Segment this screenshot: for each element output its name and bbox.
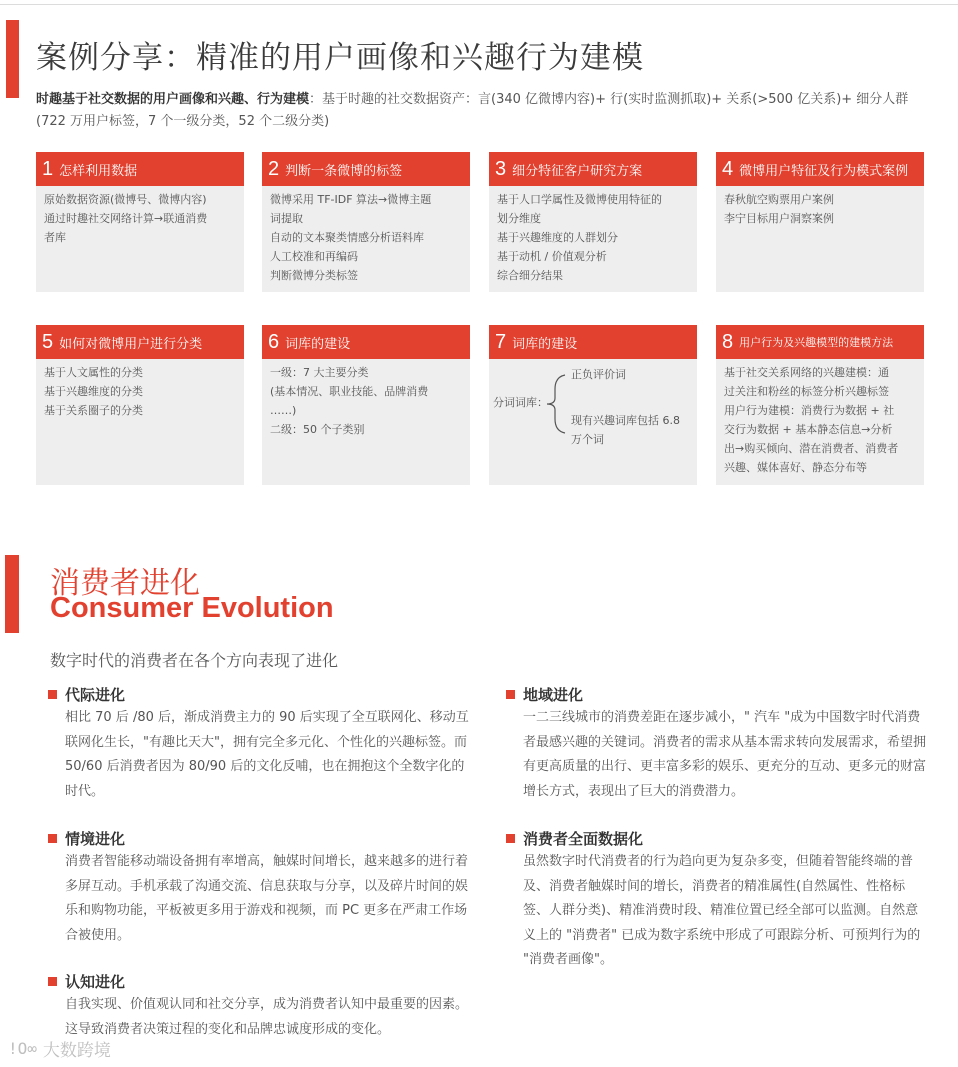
card-title: 怎样利用数据 xyxy=(59,163,138,179)
card-number: 2 xyxy=(268,157,280,180)
intro-paragraph xyxy=(36,89,916,133)
evolution-title: 情境进化 xyxy=(65,829,126,848)
card-header xyxy=(716,325,924,359)
card-number: 7 xyxy=(495,330,507,353)
square-bullet-icon xyxy=(48,690,57,699)
evolution-title: 地域进化 xyxy=(523,685,584,704)
evolution-title: 消费者全面数据化 xyxy=(523,829,644,848)
card-title: 词库的建设 xyxy=(512,336,578,352)
card-line: (基本情况、职业技能、品牌消费 xyxy=(270,385,429,398)
card-number: 4 xyxy=(722,157,734,180)
lexicon-label: 分词词库： xyxy=(493,396,548,409)
evolution-body: 消费者智能移动端设备拥有率增高，触媒时间增长，越来越多的进行着多屏互动。手机承载了沟通交流、信息获取与分享，以及碎片时间的娱乐和购物功能，平板被更多用于游戏和视频，而 PC 更多在严肃工作场合被使用。 xyxy=(65,854,469,943)
lexicon-diagram xyxy=(489,359,697,489)
evolution-heading xyxy=(48,682,472,706)
card-4 xyxy=(716,152,924,292)
card-line: 词提取 xyxy=(270,212,303,225)
card-body xyxy=(36,359,244,426)
card-line: 基于人口学属性及微博使用特征的 xyxy=(497,193,662,206)
card-title: 如何对微博用户进行分类 xyxy=(59,336,203,352)
card-line: ……) xyxy=(270,404,297,417)
card-line: 原始数据资源(微博号、微博内容) xyxy=(44,193,207,206)
intro-bold: 时趣基于社交数据的用户画像和兴趣、行为建模 xyxy=(36,92,310,107)
card-number: 5 xyxy=(42,330,54,353)
card-line: 判断微博分类标签 xyxy=(270,269,358,282)
card-header xyxy=(489,152,697,186)
card-body xyxy=(716,186,924,234)
watermark-text: 大数跨境 xyxy=(42,1041,111,1061)
card-line: 出→购买倾向、潜在消费者、消费者 xyxy=(724,442,899,455)
card-line: 划分维度 xyxy=(497,212,541,225)
card-line: 综合细分结果 xyxy=(497,269,563,282)
evolution-body: 相比 70 后 /80 后，渐成消费主力的 90 后实现了全互联网化、移动互联网化生长，"有趣比天大"，拥有完全多元化、个性化的兴趣标签。而 50/60 后消费者因为 80/90 后的文化反哺，也在拥抱这个全数字化的时代。 xyxy=(65,710,469,799)
card-header xyxy=(489,325,697,359)
card-line: 基于动机 / 价值观分析 xyxy=(497,250,607,263)
card-line: 李宁目标用户洞察案例 xyxy=(724,212,834,225)
card-body xyxy=(262,186,470,291)
card-body xyxy=(36,186,244,253)
section-title-en: Consumer Evolution xyxy=(50,592,334,624)
watermark-logo-icon: !O∞ xyxy=(8,1039,37,1058)
card-2 xyxy=(262,152,470,292)
card-title: 词库的建设 xyxy=(285,336,351,352)
square-bullet-icon xyxy=(48,834,57,843)
lexicon-existing: 现有兴趣词库包括 6.8 万个词 xyxy=(571,414,680,446)
card-header xyxy=(36,325,244,359)
card-5 xyxy=(36,325,244,485)
evolution-heading xyxy=(48,969,472,993)
evolution-generation xyxy=(48,682,472,804)
evolution-body: 虽然数字时代消费者的行为趋向更为复杂多变，但随着智能终端的普及、消费者触媒时间的增长，消费者的精准属性(自然属性、性格标签、人群分类)、精准消费时段、精准位置已经全部可以监测。自然意义上的 "消费者" 已成为数字系统中形成了可跟踪分析、可预判行为的 "消费者画像"。 xyxy=(523,854,921,967)
title-accent-bar xyxy=(6,20,19,98)
card-line: 基于人文属性的分类 xyxy=(44,366,143,379)
page-title: 案例分享：精准的用户画像和兴趣行为建模 xyxy=(36,40,644,76)
evolution-body: 自我实现、价值观认同和社交分享，成为消费者认知中最重要的因素。这导致消费者决策过程的变化和品牌忠诚度形成的变化。 xyxy=(65,997,469,1037)
square-bullet-icon xyxy=(506,834,515,843)
card-number: 8 xyxy=(722,330,734,353)
evolution-heading xyxy=(506,826,930,850)
evolution-region xyxy=(506,682,930,804)
card-line: 微博采用 TF-IDF 算法→微博主题 xyxy=(270,193,432,206)
card-3 xyxy=(489,152,697,292)
card-title: 判断一条微博的标签 xyxy=(285,163,403,179)
card-line: 基于兴趣维度的分类 xyxy=(44,385,143,398)
card-title: 微博用户特征及行为模式案例 xyxy=(739,163,909,179)
watermark xyxy=(8,1036,111,1061)
card-number: 3 xyxy=(495,157,507,180)
evolution-body: 一二三线城市的消费差距在逐步减小，" 汽车 "成为中国数字时代消费者最感兴趣的关键词。消费者的需求从基本需求转向发展需求，希望拥有更高质量的出行、更丰富多彩的娱乐、更充分的互动、更多元的财富增长方式，表现出了巨大的消费潜力。 xyxy=(523,710,927,799)
section-accent-bar xyxy=(5,555,19,633)
card-8 xyxy=(716,325,924,485)
card-7 xyxy=(489,325,697,485)
card-line: 人工校准和再编码 xyxy=(270,250,358,263)
card-line: 兴趣、媒体喜好、静态分布等 xyxy=(724,461,867,474)
card-line: 用户行为建模：消费行为数据 + 社 xyxy=(724,404,895,417)
card-line: 交行为数据 + 基本静态信息→分析 xyxy=(724,423,893,436)
section-intro: 数字时代的消费者在各个方向表现了进化 xyxy=(50,651,339,670)
card-number: 1 xyxy=(42,157,54,180)
evolution-title: 认知进化 xyxy=(65,972,126,991)
square-bullet-icon xyxy=(506,690,515,699)
section-title-cn: 消费者进化 xyxy=(50,566,200,601)
card-line: 基于社交关系网络的兴趣建模：通 xyxy=(724,366,889,379)
card-line: 春秋航空购票用户案例 xyxy=(724,193,834,206)
card-line: 过关注和粉丝的标签分析兴趣标签 xyxy=(724,385,889,398)
intro-rest: ：基于时趣的社交数据资产：言(340 亿微博内容)+ 行(实时监测抓取)+ 关系(>500 亿关系)+ 细分人群(722 万用户标签，7 个一级分类，52 个二级分类) xyxy=(36,92,909,129)
card-number: 6 xyxy=(268,330,280,353)
card-line: 通过时趣社交网络计算→联通消费 xyxy=(44,212,208,225)
card-title: 用户行为及兴趣模型的建模方法 xyxy=(739,336,894,349)
card-header xyxy=(262,152,470,186)
card-title: 细分特征客户研究方案 xyxy=(512,163,643,179)
card-6 xyxy=(262,325,470,485)
card-header xyxy=(716,152,924,186)
evolution-context xyxy=(48,826,472,948)
card-1 xyxy=(36,152,244,292)
card-line: 自动的文本聚类情感分析语料库 xyxy=(270,231,424,244)
top-rule xyxy=(0,4,958,5)
evolution-title: 代际进化 xyxy=(65,685,126,704)
card-line: 者库 xyxy=(44,231,66,244)
evolution-heading xyxy=(48,826,472,850)
card-body xyxy=(716,359,924,483)
lexicon-positive: 正负评价词 xyxy=(571,368,626,381)
card-line: 二级：50 个子类别 xyxy=(270,423,365,436)
card-body xyxy=(489,186,697,291)
card-body xyxy=(262,359,470,445)
evolution-cognition xyxy=(48,969,472,1042)
card-header xyxy=(36,152,244,186)
evolution-heading xyxy=(506,682,930,706)
card-line: 一级：7 大主要分类 xyxy=(270,366,369,379)
card-line: 基于关系圈子的分类 xyxy=(44,404,143,417)
evolution-datafication xyxy=(506,826,930,973)
square-bullet-icon xyxy=(48,977,57,986)
card-line: 基于兴趣维度的人群划分 xyxy=(497,231,618,244)
brace-icon xyxy=(545,373,567,435)
card-header xyxy=(262,325,470,359)
